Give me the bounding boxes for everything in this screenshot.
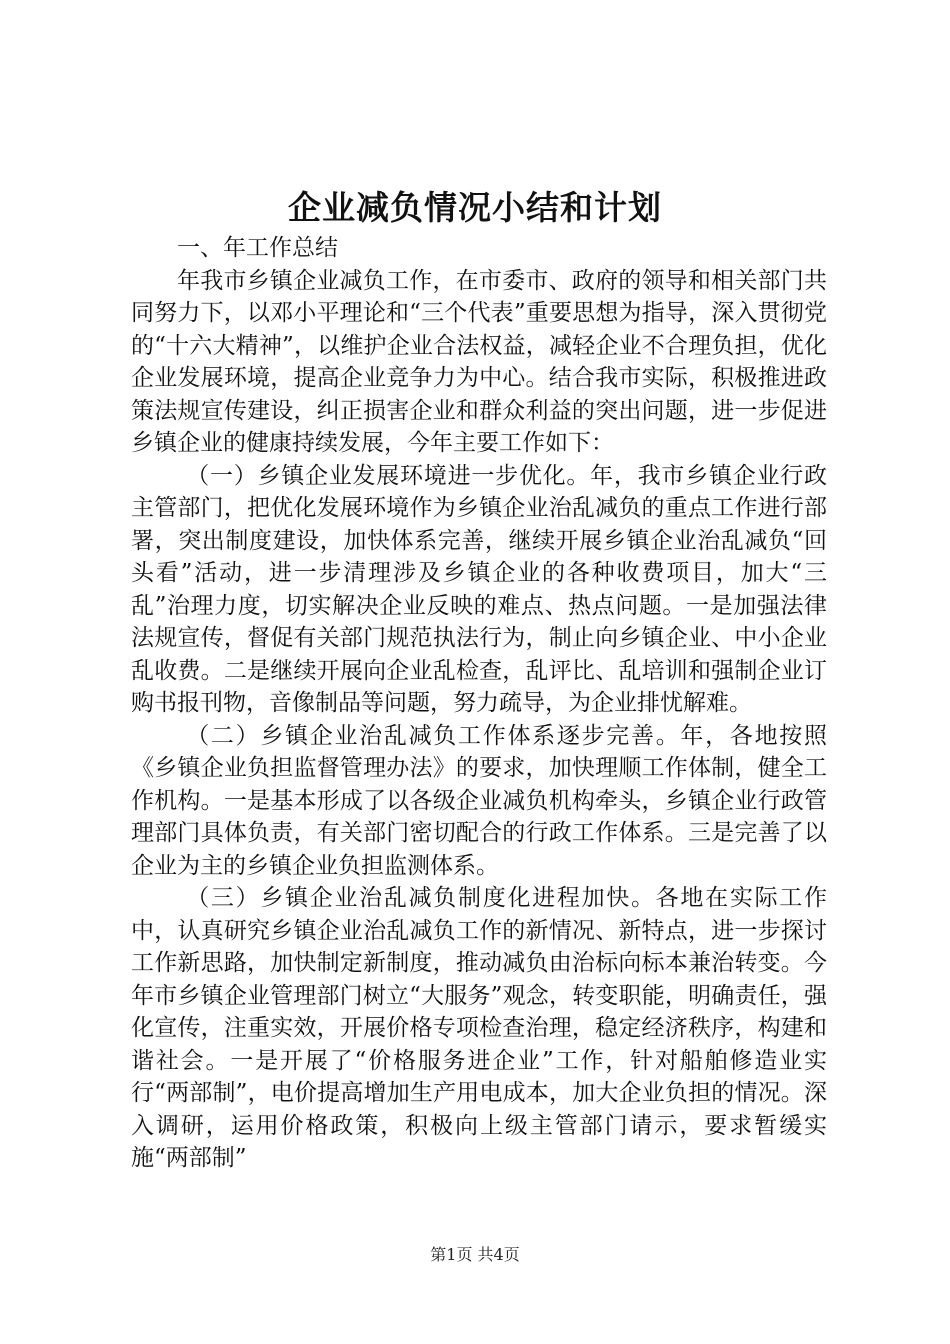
document-title: 企业减负情况小结和计划 [288, 188, 662, 227]
paragraph-item-3: （三）乡镇企业治乱减负制度化进程加快。各地在实际工作中，认真研究乡镇企业治乱减负工作的新情况、新特点，进一步探讨工作新思路，加快制定新制度，推动减负由治标向标本兼治转变。今年市乡镇企业管理部门树立“大服务”观念，转变职能，明确责任，强化宣传，注重实效，开展价格专项检查治理，稳定经济秩序，构建和谐社会。一是开展了“价格服务进企业”工作，针对船舶修造业实行“两部制”，电价提高增加生产用电成本，加大企业负担的情况。深入调研，运用价格政策，积极向上级主管部门请示，要求暂缓实施“两部制” [131, 885, 827, 1171]
section-heading: 一、年工作总结 [177, 235, 338, 261]
document-body [131, 232, 827, 1175]
paragraph-item-1: （一）乡镇企业发展环境进一步优化。年，我市乡镇企业行政主管部门，把优化发展环境作为乡镇企业治乱减负的重点工作进行部署，突出制度建设，加快体系完善，继续开展乡镇企业治乱减负“回头看”活动，进一步清理涉及乡镇企业的各种收费项目，加大“三乱”治理力度，切实解决企业反映的难点、热点问题。一是加强法律法规宣传，督促有关部门规范执法行为，制止向乡镇企业、中小企业乱收费。二是继续开展向企业乱检查，乱评比、乱培训和强制企业订购书报刊物，音像制品等问题，努力疏导，为企业排忧解难。 [131, 462, 827, 716]
paragraph-item-2: （二）乡镇企业治乱减负工作体系逐步完善。年，各地按照《乡镇企业负担监督管理办法》的要求，加快理顺工作体制，健全工作机构。一是基本形成了以各级企业减负机构牵头，乡镇企业行政管理部门具体负责，有关部门密切配合的行政工作体系。三是完善了以企业为主的乡镇企业负担监测体系。 [131, 722, 827, 879]
paragraph-intro: 年我市乡镇企业减负工作，在市委市、政府的领导和相关部门共同努力下，以邓小平理论和“三个代表”重要思想为指导，深入贯彻党的“十六大精神”，以维护企业合法权益，减轻企业不合理负担，优化企业发展环境，提高企业竞争力为中心。结合我市实际，积极推进政策法规宣传建设，纠正损害企业和群众利益的突出问题，进一步促进乡镇企业的健康持续发展，今年主要工作如下： [131, 267, 827, 456]
page-footer: 第1页 共4页 [430, 1245, 520, 1264]
